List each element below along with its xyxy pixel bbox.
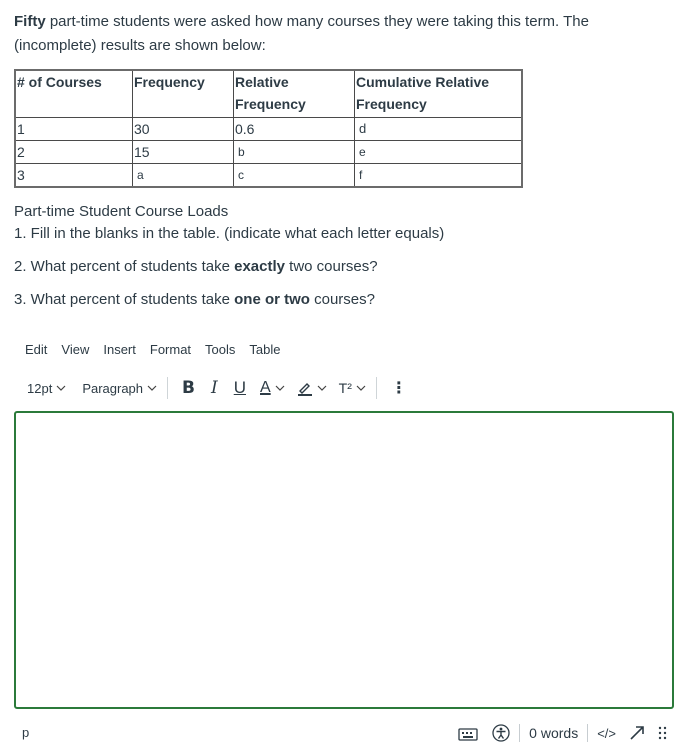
question-3 [14, 289, 674, 311]
question-body: part-time students were asked how many courses they were taking this term. The (incomplete) results are shown below: [14, 13, 589, 54]
menu-edit[interactable]: Edit [25, 342, 48, 357]
menu-tools[interactable]: Tools [205, 342, 236, 357]
italic-button[interactable]: I [211, 378, 218, 398]
underline-button[interactable]: U [233, 378, 246, 397]
table-cell: c [234, 164, 355, 188]
table-cell: 3 [15, 164, 133, 188]
element-path[interactable]: p [22, 725, 30, 740]
table-cell: e [355, 141, 523, 164]
font-size-select[interactable] [27, 381, 66, 396]
statusbar-divider [587, 724, 588, 742]
question-2-pre: 2. What percent of students take [14, 258, 235, 275]
table-cell: 30 [133, 118, 234, 141]
table-row [15, 164, 522, 188]
question-2 [14, 256, 674, 278]
toolbar-divider [167, 377, 168, 399]
chevron-down-icon [317, 385, 327, 391]
table-cell: f [355, 164, 523, 188]
question-3-pre: 3. What percent of students take [14, 291, 235, 308]
header-frequency: Frequency [133, 70, 234, 118]
question-3-emphasis: one or two [234, 291, 310, 308]
table-cell: 1 [15, 118, 133, 141]
block-format-select[interactable] [82, 381, 157, 396]
question-2-post: two courses? [285, 258, 378, 275]
toolbar-divider [376, 377, 377, 399]
header-relative-frequency: Relative Frequency [234, 70, 355, 118]
statusbar-divider [519, 724, 520, 742]
superscript-button[interactable] [339, 380, 366, 396]
block-format-value: Paragraph [82, 380, 144, 396]
header-courses: # of Courses [15, 70, 133, 118]
table-row [15, 141, 522, 164]
chevron-down-icon [147, 385, 157, 391]
highlighter-icon [297, 380, 313, 396]
menu-view[interactable]: View [61, 342, 90, 357]
accessibility-icon[interactable] [492, 724, 510, 742]
question-text [14, 10, 674, 58]
html-editor-toggle[interactable]: </> [597, 725, 616, 741]
table-caption: Part-time Student Course Loads [14, 203, 229, 220]
table-row [15, 118, 522, 141]
editor-menubar [25, 342, 294, 357]
keyboard-icon[interactable] [458, 725, 478, 741]
chevron-down-icon [356, 385, 366, 391]
table-header-row [15, 70, 522, 118]
menu-format[interactable]: Format [149, 342, 192, 357]
resize-grip-icon[interactable] [658, 725, 668, 741]
text-color-button[interactable] [260, 379, 285, 397]
table-cell: 2 [15, 141, 133, 164]
highlight-color-button[interactable] [297, 380, 327, 396]
question-lead: Fifty [14, 13, 46, 30]
editor-toolbar [27, 377, 407, 399]
text-color-icon: A [260, 379, 271, 396]
header-cumulative-relative-frequency: Cumulative Relative Frequency [355, 70, 523, 118]
course-frequency-table [14, 69, 523, 188]
chevron-down-icon [56, 385, 66, 391]
editor-statusbar [458, 722, 668, 744]
question-2-emphasis: exactly [234, 258, 285, 275]
table-cell: b [234, 141, 355, 164]
menu-table[interactable]: Table [249, 342, 281, 357]
font-size-value: 12pt [27, 380, 53, 396]
table-cell: 15 [133, 141, 234, 164]
question-3-post: courses? [309, 291, 375, 308]
fullscreen-icon[interactable] [628, 724, 646, 742]
word-count[interactable]: 0 words [529, 725, 579, 741]
question-1: 1. Fill in the blanks in the table. (indicate what each letter equals) [14, 225, 445, 242]
menu-insert[interactable]: Insert [103, 342, 136, 357]
table-cell: d [355, 118, 523, 141]
bold-button[interactable]: B [182, 378, 195, 398]
table-cell: a [133, 164, 234, 188]
rich-text-editor[interactable] [14, 411, 674, 709]
chevron-down-icon [275, 385, 285, 391]
table-cell: 0.6 [234, 118, 355, 141]
more-options-icon[interactable]: ⋮ [390, 380, 407, 397]
superscript-icon: T² [338, 380, 352, 396]
